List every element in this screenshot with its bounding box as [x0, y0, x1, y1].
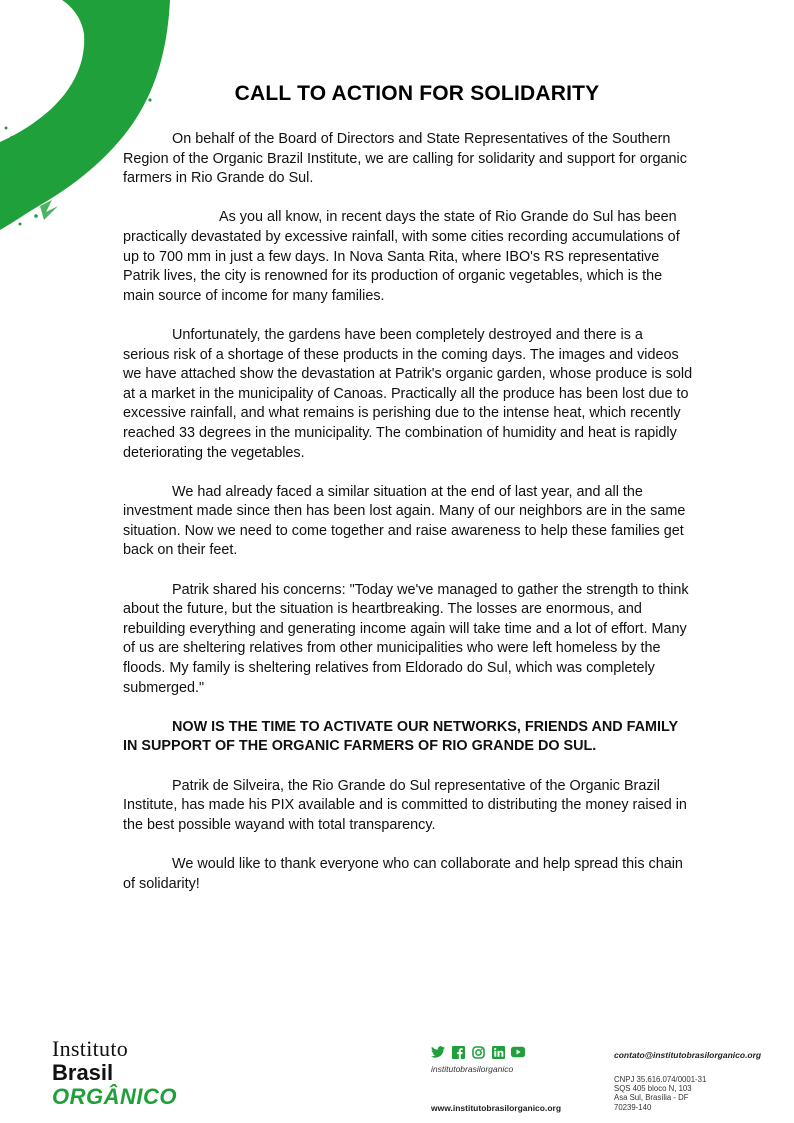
- page-title: CALL TO ACTION FOR SOLIDARITY: [234, 82, 600, 105]
- address-postal-code: 70239-140: [614, 1102, 652, 1112]
- paragraph-gardens: Unfortunately, the gardens have been completely destroyed and there is a serious risk of a shortage of these products in the coming days. The images and videos we have attached show the devastation at Patrik's organic garden, whose produce is sold at a market in the municipality of Canoas. Practically all the produce has been lost due to excessive rainfall, and what remains is perishing due to the intense heat, which recently reached 33 degrees in the municipality. The combination of humidity and heat is rapidly deteriorating the vegetables.: [123, 326, 693, 461]
- facebook-icon[interactable]: [451, 1045, 465, 1059]
- paragraph-intro: On behalf of the Board of Directors and State Representatives of the Southern Region of the Organic Brazil Institute, we are calling for solidarity and support for organic farmers in Rio Grande do Sul.: [123, 131, 687, 187]
- paragraph-thanks: We would like to thank everyone who can collaborate and help spread this chain of solidarity!: [123, 855, 683, 892]
- logo-line-organico: ORGÂNICO: [52, 1084, 177, 1109]
- institute-logo: [52, 1038, 177, 1108]
- address-cnpj: CNPJ 35.616.074/0001-31: [614, 1075, 707, 1084]
- letter-body: [123, 130, 693, 914]
- address-city: Asa Sul, Brasília - DF: [614, 1093, 689, 1103]
- logo-line-instituto: Instituto: [52, 1036, 129, 1061]
- social-icons: [431, 1045, 525, 1059]
- contact-email[interactable]: contato@institutobrasilorganico.org: [614, 1050, 762, 1060]
- paragraph-pix: Patrik de Silveira, the Rio Grande do Sul representative of the Organic Brazil Institute, has made his PIX available and is committed to distributing the money raised in the best possible wayand with total transparency.: [123, 777, 687, 833]
- twitter-icon[interactable]: [431, 1045, 445, 1059]
- instagram-icon[interactable]: [471, 1045, 485, 1059]
- paragraph-call-to-action: NOW IS THE TIME TO ACTIVATE OUR NETWORKS, FRIENDS AND FAMILY IN SUPPORT OF THE ORGANIC FARMERS OF RIO GRANDE DO SUL.: [123, 718, 678, 755]
- paragraph-rainfall: As you all know, in recent days the state of Rio Grande do Sul has been practically devastated by excessive rainfall, with some cities recording accumulations of up to 700 mm in just a few days. In Nova Santa Rita, where IBO's RS representative Patrik lives, the city is renowned for its production of organic vegetables, which is the main source of income for many families.: [123, 209, 680, 304]
- address-street: SQS 405 bloco N, 103: [614, 1084, 692, 1094]
- social-handle: institutobrasilorganico: [431, 1064, 514, 1074]
- logo-line-brasil: Brasil: [52, 1060, 114, 1085]
- paragraph-quote: Patrik shared his concerns: "Today we've managed to gather the strength to think about the future, but the situation is heartbreaking. The losses are enormous, and rebuilding everything and generating income again will take time and a lot of effort. Many of us are sheltering relatives from other municipalities who were left homeless by the floods. My family is sheltering relatives from Eldorado do Sul, which was completely submerged.": [123, 581, 689, 696]
- youtube-icon[interactable]: [511, 1045, 525, 1059]
- website-link[interactable]: www.institutobrasilorganico.org: [431, 1103, 562, 1113]
- paragraph-previous-loss: We had already faced a similar situation at the end of last year, and all the investment made since then has been lost again. Many of our neighbors are in the same situation. Now we need to come together and raise awareness to help these families get back on their feet.: [123, 483, 686, 559]
- address-block: [614, 1075, 706, 1112]
- linkedin-icon[interactable]: [491, 1045, 505, 1059]
